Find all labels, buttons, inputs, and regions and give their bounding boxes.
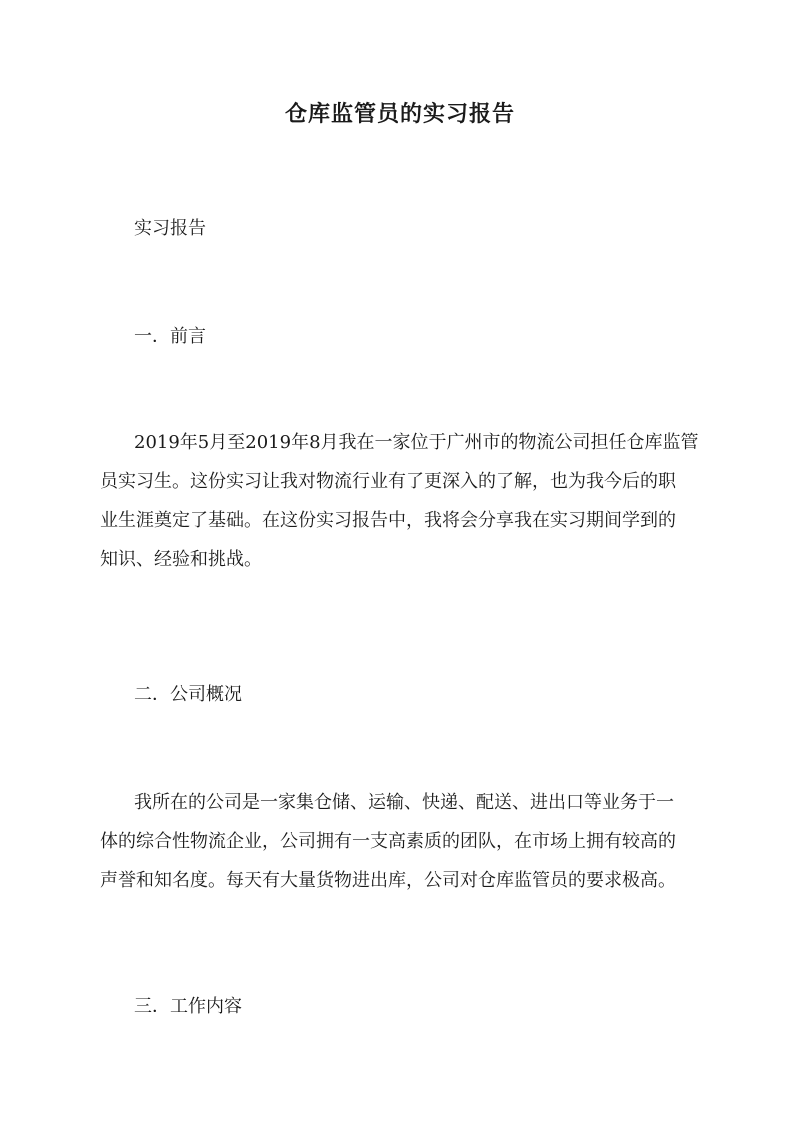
paragraph-line: 声誉和知名度。每天有大量货物进出库，公司对仓库监管员的要求极高。 <box>100 870 676 891</box>
section-body-preface <box>100 423 699 579</box>
section-heading-work-content: 三．工作内容 <box>134 996 242 1017</box>
paragraph-line: 体的综合性物流企业，公司拥有一支高素质的团队，在市场上拥有较高的 <box>100 831 676 852</box>
paragraph-line: 2019年5月至2019年8月我在一家位于广州市的物流公司担任仓库监管 <box>134 432 699 453</box>
paragraph-line: 业生涯奠定了基础。在这份实习报告中，我将会分享我在实习期间学到的 <box>100 510 676 531</box>
paragraph-line: 知识、经验和挑战。 <box>100 549 262 570</box>
paragraph-line: 我所在的公司是一家集仓储、运输、快递、配送、进出口等业务于一 <box>134 792 674 813</box>
section-heading-preface: 一．前言 <box>134 326 206 347</box>
section-heading-company-overview: 二．公司概况 <box>134 684 242 705</box>
report-subtitle: 实习报告 <box>134 218 206 239</box>
section-body-company-overview <box>100 783 696 900</box>
document-title: 仓库监管员的实习报告 <box>284 101 515 127</box>
paragraph-line: 员实习生。这份实习让我对物流行业有了更深入的了解，也为我今后的职 <box>100 471 676 492</box>
